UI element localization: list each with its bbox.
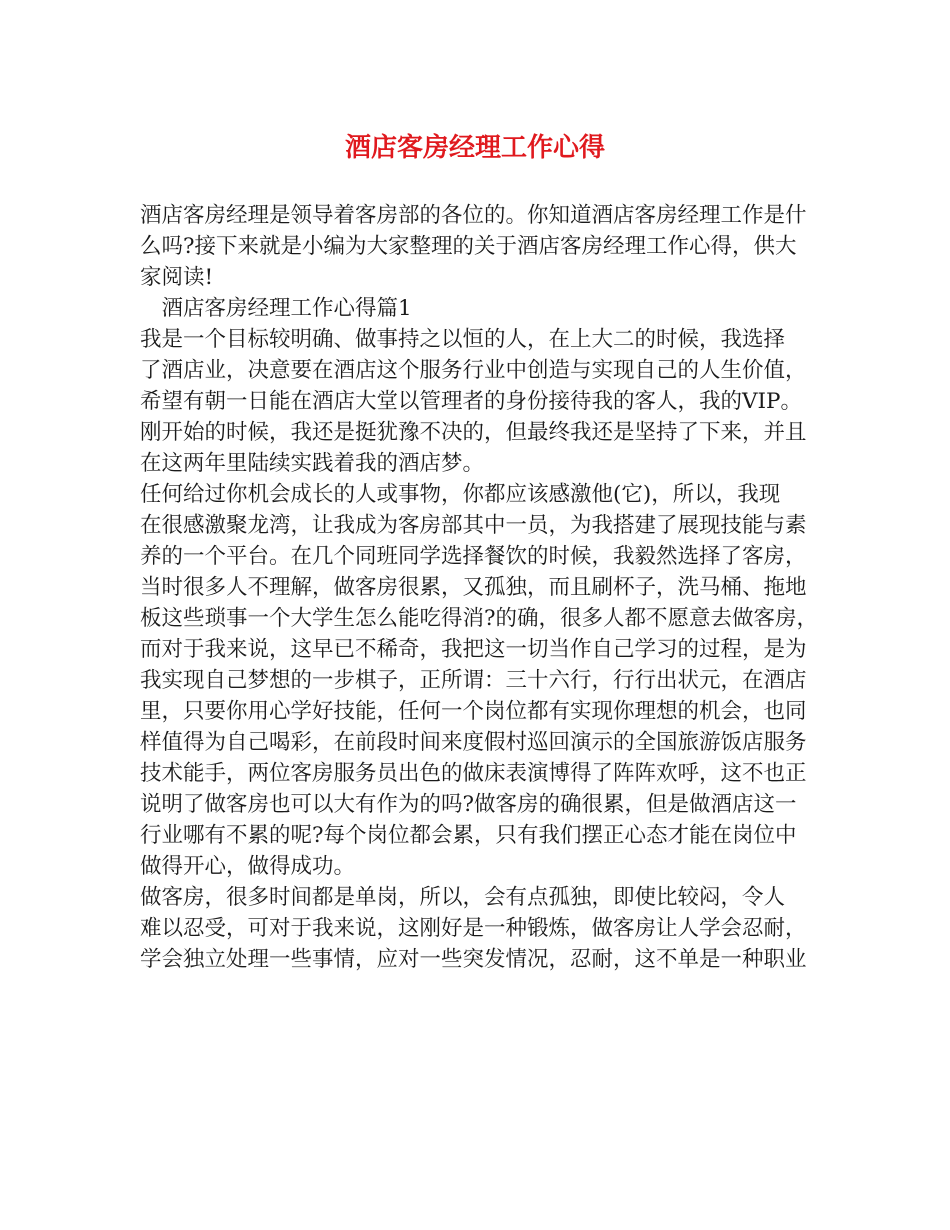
body-line: 刚开始的时候，我还是挺犹豫不决的，但最终我还是坚持了下来，并且 [140, 420, 807, 445]
body-line: 做客房，很多时间都是单岗，所以，会有点孤独，即使比较闷，令人 [140, 885, 786, 910]
body-line: 板这些琐事一个大学生怎么能吃得消?的确，很多人都不愿意去做客房， [140, 606, 819, 631]
body-line: 在这两年里陆续实践着我的酒店梦。 [140, 451, 485, 476]
body-line: 行业哪有不累的呢?每个岗位都会累，只有我们摆正心态才能在岗位中 [140, 823, 797, 848]
body-line: 酒店客房经理是领导着客房部的各位的。你知道酒店客房经理工作是什 [140, 203, 807, 228]
body-line: 家阅读! [140, 265, 214, 290]
body-line: 样值得为自己喝彩，在前段时间来度假村巡回演示的全国旅游饭店服务 [140, 730, 807, 755]
body-line: 我是一个目标较明确、做事持之以恒的人，在上大二的时候，我选择 [140, 327, 786, 352]
body-line: 任何给过你机会成长的人或事物，你都应该感激他(它)，所以，我现 [140, 482, 781, 507]
document-body [140, 200, 830, 975]
body-line: 而对于我来说，这早已不稀奇，我把这一切当作自己学习的过程，是为 [140, 637, 807, 662]
body-line: 难以忍受，可对于我来说，这刚好是一种锻炼，做客房让人学会忍耐， [140, 916, 807, 941]
body-line: 么吗?接下来就是小编为大家整理的关于酒店客房经理工作心得，供大 [140, 234, 797, 259]
body-line: 说明了做客房也可以大有作为的吗?做客房的确很累，但是做酒店这一 [140, 792, 797, 817]
body-line: 里，只要你用心学好技能，任何一个岗位都有实现你理想的机会，也同 [140, 699, 807, 724]
body-line: 希望有朝一日能在酒店大堂以管理者的身份接待我的客人，我的VIP。 [140, 389, 802, 414]
body-line: 技术能手，两位客房服务员出色的做床表演博得了阵阵欢呼，这不也正 [140, 761, 807, 786]
section-heading: 酒店客房经理工作心得篇1 [140, 296, 412, 321]
document-title: 酒店客房经理工作心得 [344, 133, 605, 163]
body-line: 做得开心，做得成功。 [140, 854, 356, 879]
body-line: 当时很多人不理解，做客房很累，又孤独，而且刷杯子，洗马桶、拖地 [140, 575, 807, 600]
body-line: 学会独立处理一些事情，应对一些突发情况，忍耐，这不单是一种职业 [140, 947, 807, 972]
body-line: 我实现自己梦想的一步棋子，正所谓：三十六行，行行出状元，在酒店 [140, 668, 807, 693]
body-line: 在很感激聚龙湾，让我成为客房部其中一员，为我搭建了展现技能与素 [140, 513, 807, 538]
body-line: 了酒店业，决意要在酒店这个服务行业中创造与实现自己的人生价值， [140, 358, 807, 383]
body-line: 养的一个平台。在几个同班同学选择餐饮的时候，我毅然选择了客房， [140, 544, 807, 569]
